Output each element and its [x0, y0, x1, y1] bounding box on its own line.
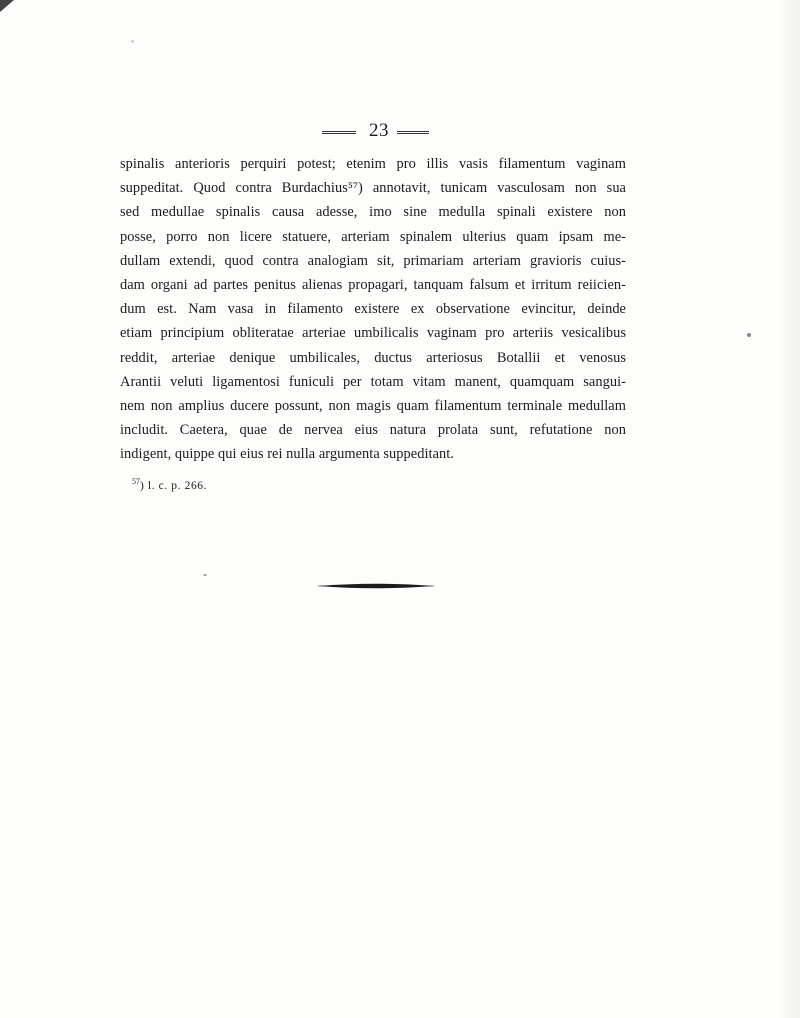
body-line: includit. Caetera, quae de nervea eius natura prolata sunt, refutatione non: [120, 422, 626, 439]
body-line: dam organi ad partes penitus alienas propagari, tanquam falsum et irritum reiicien-: [120, 276, 626, 293]
body-line: reddit, arteriae denique umbilicales, ductus arteriosus Botallii et venosus: [120, 349, 626, 366]
page-number: 23: [369, 120, 389, 141]
body-line: etiam principium obliteratae arteriae umbilicalis vaginam pro arteriis vesicalibus: [120, 325, 626, 342]
header-rule-left-icon: [322, 131, 356, 134]
scan-corner-mark: [0, 0, 14, 12]
body-text: [120, 152, 626, 466]
body-line: nem non amplius ducere possunt, non magis quam filamentum terminale medullam: [120, 397, 626, 414]
footnote-marker: 57: [132, 477, 140, 486]
scan-edge-shadow: [778, 0, 800, 1018]
footnote-text: ) l. c. p. 266.: [140, 479, 208, 492]
body-line: Arantii veluti ligamentosi funiculi per totam vitam manent, quamquam sangui-: [120, 373, 626, 390]
body-line: spinalis anterioris perquiri potest; etenim pro illis vasis filamentum vaginam: [120, 156, 626, 172]
paper-speck: [131, 40, 134, 43]
header-rule-right-icon: [397, 131, 429, 134]
body-line: posse, porro non licere statuere, arteriam spinalem ulterius quam ipsam me-: [120, 228, 626, 245]
body-line: sed medullae spinalis causa adesse, imo sine medulla spinali existere non: [120, 204, 626, 221]
page-header: [0, 118, 800, 144]
paper-speck: [747, 333, 751, 337]
tapered-rule-ornament-icon: [318, 582, 434, 590]
footnote: [132, 473, 432, 495]
body-line: dullam extendi, quod contra analogiam sit, primariam arteriam gravioris cuius-: [120, 252, 626, 269]
body-line: suppeditat. Quod contra Burdachius⁵⁷) annotavit, tunicam vasculosam non sua: [120, 180, 626, 197]
body-line: indigent, quippe qui eius rei nulla argumenta suppeditant.: [120, 446, 454, 463]
body-line: dum est. Nam vasa in filamento existere ex observatione evincitur, deinde: [120, 301, 626, 318]
paper-speck: [203, 574, 207, 576]
